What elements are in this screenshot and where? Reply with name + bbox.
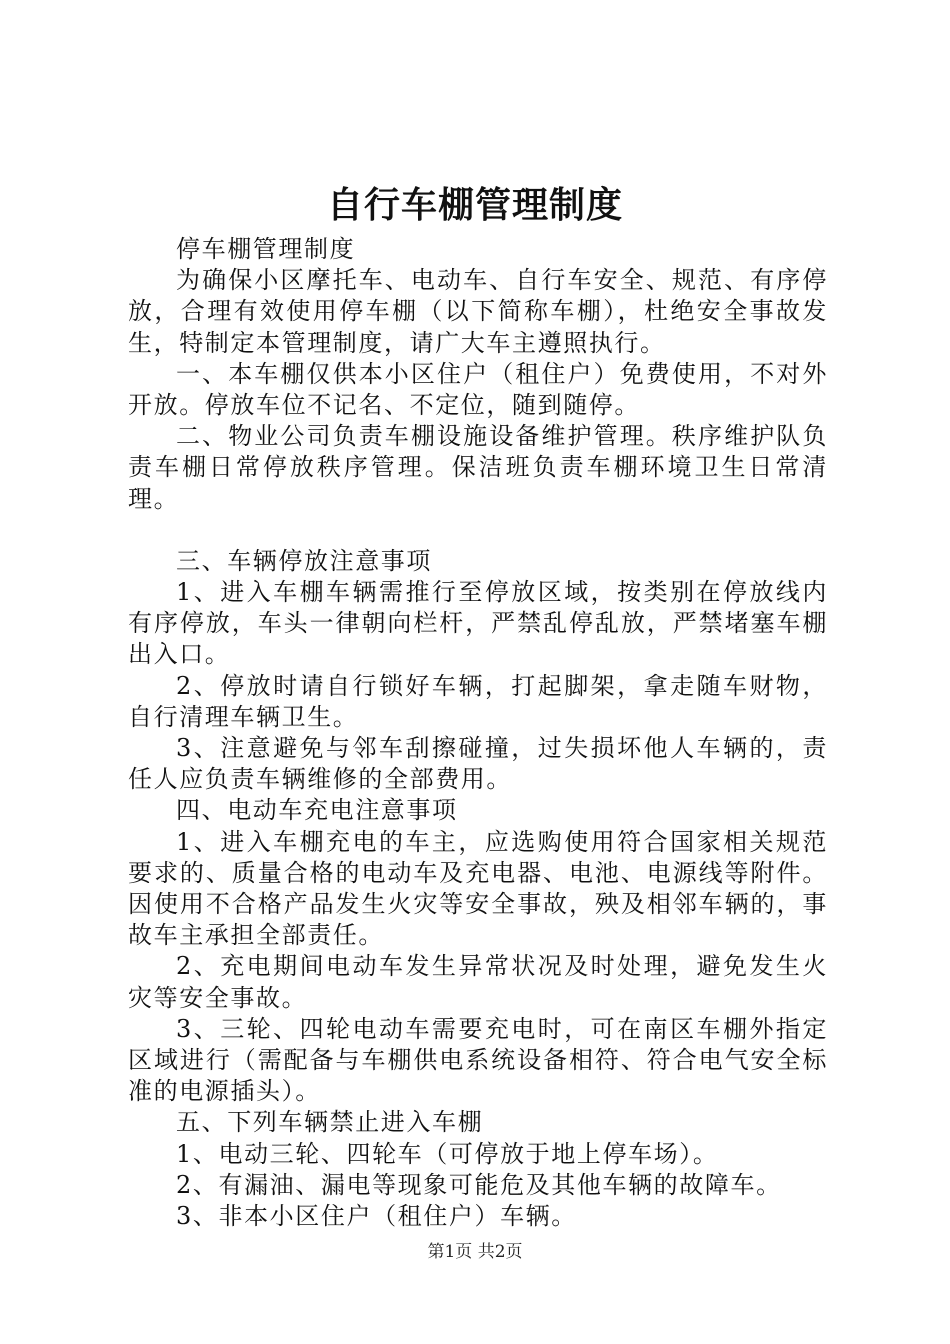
paragraph-section-2: 二、物业公司负责车棚设施设备维护管理。秩序维护队负责车棚日常停放秩序管理。保洁班负责车棚环境卫生日常清理。	[128, 422, 828, 513]
paragraph-section-3-item-2: 2、停放时请自行锁好车辆，打起脚架，拿走随车财物，自行清理车辆卫生。	[128, 671, 828, 731]
paragraph-subtitle: 停车棚管理制度	[176, 235, 356, 263]
paragraph-intro: 为确保小区摩托车、电动车、自行车安全、规范、有序停放，合理有效使用停车棚（以下简称车棚），杜绝安全事故发生，特制定本管理制度，请广大车主遵照执行。	[128, 266, 828, 357]
paragraph-section-5-item-3: 3、非本小区住户（租住户）车辆。	[176, 1202, 577, 1231]
paragraph-section-5-item-2: 2、有漏油、漏电等现象可能危及其他车辆的故障车。	[176, 1170, 782, 1199]
paragraph-section-3-item-1: 1、进入车棚车辆需推行至停放区域，按类别在停放线内有序停放，车头一律朝向栏杆，严禁乱停乱放，严禁堵塞车棚出入口。	[128, 578, 828, 669]
paragraph-section-4-item-1: 1、进入车棚充电的车主，应选购使用符合国家相关规范要求的、质量合格的电动车及充电器、电池、电源线等附件。因使用不合格产品发生火灾等安全事故，殃及相邻车辆的，事故车主承担全部责任。	[128, 827, 828, 950]
paragraph-section-4-item-3: 3、三轮、四轮电动车需要充电时，可在南区车棚外指定区域进行（需配备与车棚供电系统设备相符、符合电气安全标准的电源插头）。	[128, 1014, 828, 1106]
paragraph-section-4-item-2: 2、充电期间电动车发生异常状况及时处理，避免发生火灾等安全事故。	[128, 952, 828, 1012]
paragraph-section-1: 一、本车棚仅供本小区住户（租住户）免费使用，不对外开放。停放车位不记名、不定位，随到随停。	[128, 359, 828, 420]
document-body	[128, 234, 828, 1232]
paragraph-section-3-item-3: 3、注意避免与邻车刮擦碰撞，过失损坏他人车辆的，责任人应负责车辆维修的全部费用。	[128, 734, 828, 794]
paragraph-section-3-heading: 三、车辆停放注意事项	[176, 546, 432, 575]
document-title: 自行车棚管理制度	[326, 185, 623, 226]
paragraph-section-4-heading: 四、电动车充电注意事项	[176, 796, 458, 825]
page-number-footer: 第1页 共2页	[427, 1242, 523, 1262]
paragraph-section-5-heading: 五、下列车辆禁止进入车棚	[176, 1108, 484, 1137]
paragraph-section-5-item-1: 1、电动三轮、四轮车（可停放于地上停车场）。	[176, 1139, 719, 1168]
